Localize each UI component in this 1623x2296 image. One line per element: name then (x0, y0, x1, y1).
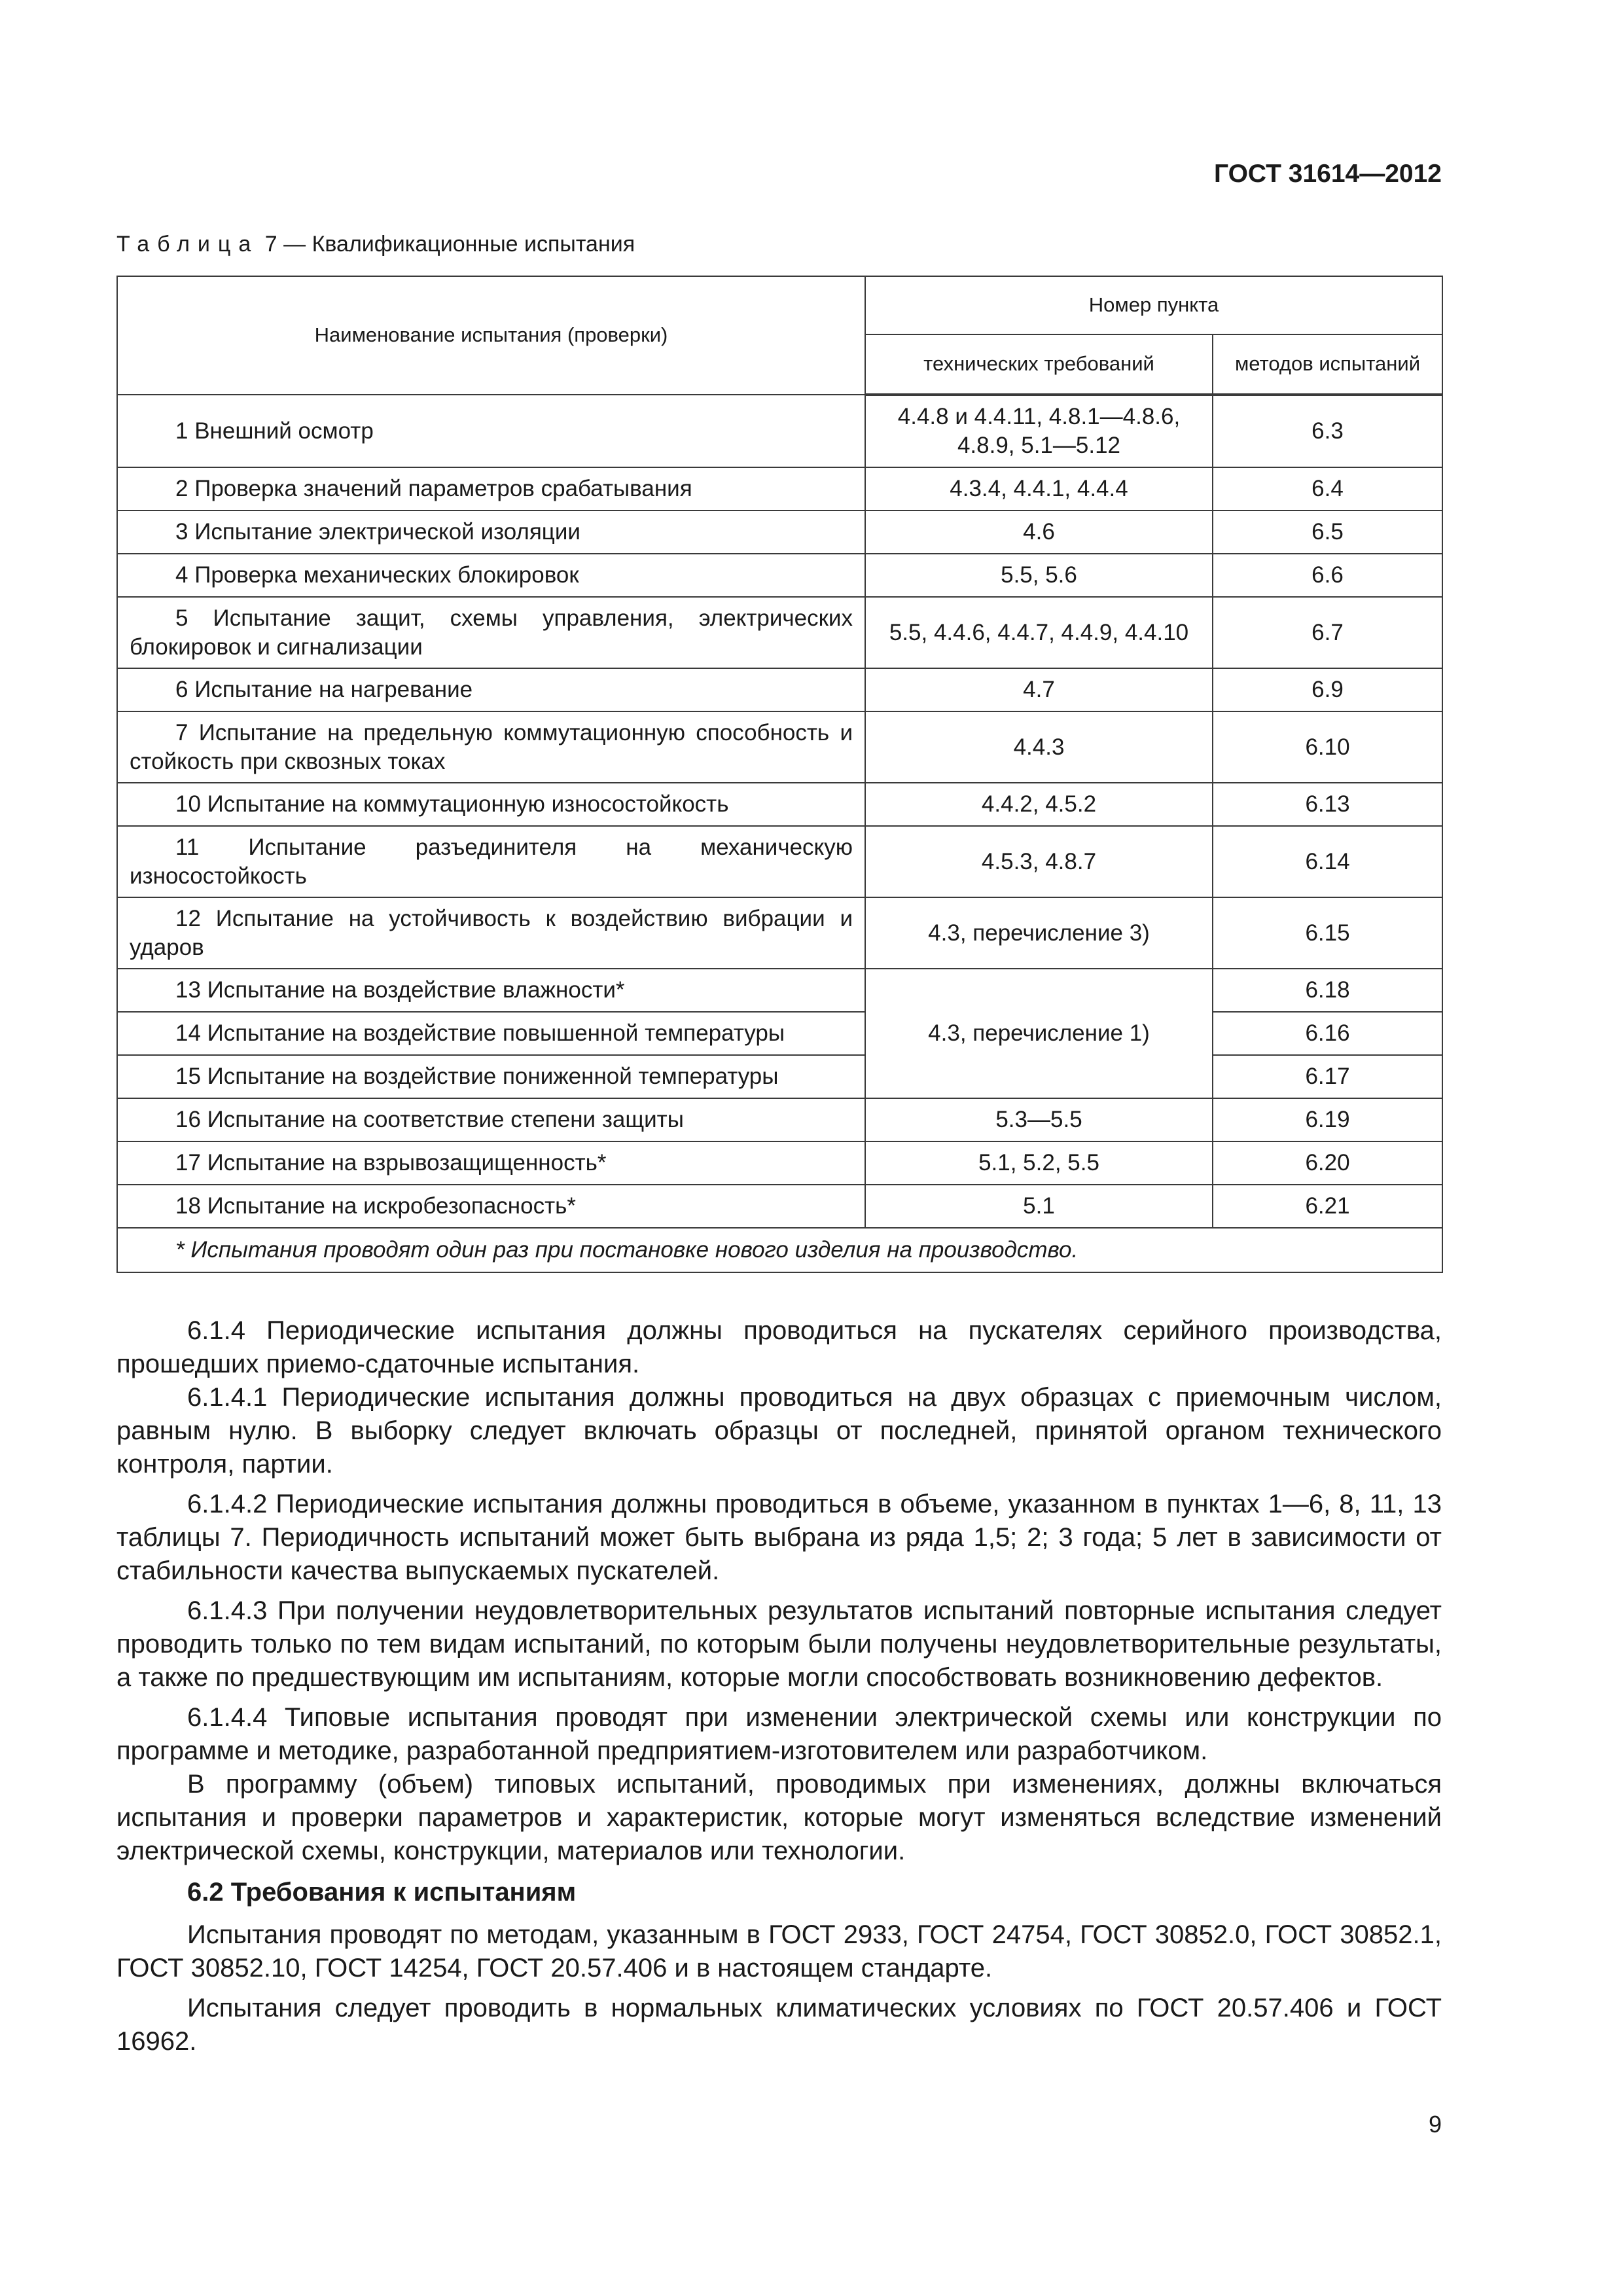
tech-clause: 5.5, 4.4.6, 4.4.7, 4.4.9, 4.4.10 (865, 597, 1213, 668)
header-technical-requirements: технических требований (865, 334, 1213, 395)
table-row (117, 711, 1442, 783)
table-row (117, 554, 1442, 597)
test-name: 11 Испытание разъединителя на механическую износостойкость (117, 826, 865, 897)
table-row (117, 783, 1442, 826)
header-test-name: Наименование испытания (проверки) (117, 276, 865, 395)
tech-clause: 4.3, перечисление 3) (865, 897, 1213, 969)
table-row (117, 897, 1442, 969)
section-heading-6-2: 6.2 Требования к испытаниям (187, 1878, 577, 1907)
test-name: 4 Проверка механических блокировок (175, 562, 579, 588)
tech-clause: 4.4.8 и 4.4.11, 4.8.1—4.8.6, 4.8.9, 5.1—5.12 (865, 395, 1213, 467)
method-clause: 6.18 (1213, 969, 1442, 1012)
method-clause: 6.5 (1213, 511, 1442, 554)
test-name: 7 Испытание на предельную коммутационную способность и стойкость при сквозных токах (117, 711, 865, 783)
test-name: 1 Внешний осмотр (175, 418, 374, 444)
test-name: 3 Испытание электрической изоляции (175, 519, 580, 545)
paragraph-6-1-4-4: 6.1.4.4 Типовые испытания проводят при изменении электрической схемы или конструкции по программе и методике, разработанной предприятием-изготовителем или разработчиком. (116, 1703, 1442, 1765)
table-row (117, 511, 1442, 554)
tech-clause: 5.1 (865, 1185, 1213, 1228)
test-name: 18 Испытание на искробезопасность* (175, 1193, 576, 1219)
tech-clause: 4.7 (865, 668, 1213, 711)
paragraph-type-test-program: В программу (объем) типовых испытаний, проводимых при изменениях, должны включаться испытания и проверки параметров и характеристик, которые могут изменяться вследствие изменений электрической схемы, конструкции, материалов или технологии. (116, 1770, 1442, 1865)
paragraph-6-1-4-3: 6.1.4.3 При получении неудовлетворительных результатов испытаний повторные испытания следует проводить только по тем видам испытаний, по которым были получены неудовлетворительные результаты, а также по предшествующим им испытаниям, которые могли способствовать возникновению дефектов. (116, 1596, 1442, 1692)
test-name: 12 Испытание на устойчивость к воздействию вибрации и ударов (117, 897, 865, 969)
table-footnote-row (117, 1228, 1442, 1272)
tech-clause: 5.3—5.5 (865, 1098, 1213, 1141)
test-name: 2 Проверка значений параметров срабатывания (175, 476, 692, 502)
table-row (117, 1098, 1442, 1141)
table-caption-label: Таблица (116, 232, 259, 257)
table-row (117, 1185, 1442, 1228)
table-caption-title: 7 — Квалификационные испытания (264, 232, 635, 257)
method-clause: 6.7 (1213, 597, 1442, 668)
method-clause: 6.3 (1213, 395, 1442, 467)
header-test-methods: методов испытаний (1213, 334, 1442, 395)
tech-clause: 4.3.4, 4.4.1, 4.4.4 (865, 467, 1213, 511)
test-name: 15 Испытание на воздействие пониженной температуры (175, 1064, 779, 1090)
table-row (117, 1141, 1442, 1185)
table-footnote: * Испытания проводят один раз при постановке нового изделия на производство. (117, 1228, 1442, 1272)
document-number: ГОСТ 31614—2012 (1214, 160, 1442, 188)
method-clause: 6.21 (1213, 1185, 1442, 1228)
tech-clause: 4.4.3 (865, 711, 1213, 783)
tech-clause: 4.5.3, 4.8.7 (865, 826, 1213, 897)
table-row (117, 826, 1442, 897)
table-row (117, 467, 1442, 511)
tech-clause: 4.3, перечисление 1) (865, 969, 1213, 1098)
paragraph-6-1-4-1: 6.1.4.1 Периодические испытания должны проводиться на двух образцах с приемочным числом, равным нулю. В выборку следует включать образцы от последней, принятой органом технического контроля, партии. (116, 1383, 1442, 1479)
table-row (117, 1055, 1442, 1098)
table-caption (116, 232, 635, 257)
test-name: 13 Испытание на воздействие влажности* (175, 977, 625, 1003)
test-name: 17 Испытание на взрывозащищенность* (175, 1150, 607, 1176)
header-clause-number: Номер пункта (865, 276, 1442, 334)
tech-clause: 5.1, 5.2, 5.5 (865, 1141, 1213, 1185)
method-clause: 6.15 (1213, 897, 1442, 969)
tech-clause: 5.5, 5.6 (865, 554, 1213, 597)
method-clause: 6.9 (1213, 668, 1442, 711)
table-row (117, 668, 1442, 711)
table-row (117, 969, 1442, 1012)
method-clause: 6.16 (1213, 1012, 1442, 1055)
page-number: 9 (1428, 2111, 1442, 2138)
body-text (116, 1314, 1442, 2058)
method-clause: 6.19 (1213, 1098, 1442, 1141)
test-name: 6 Испытание на нагревание (175, 677, 473, 703)
method-clause: 6.4 (1213, 467, 1442, 511)
method-clause: 6.6 (1213, 554, 1442, 597)
test-name: 10 Испытание на коммутационную износостойкость (175, 791, 729, 817)
tech-clause: 4.4.2, 4.5.2 (865, 783, 1213, 826)
test-name: 5 Испытание защит, схемы управления, электрических блокировок и сигнализации (117, 597, 865, 668)
paragraph-climate-conditions: Испытания следует проводить в нормальных климатических условиях по ГОСТ 20.57.406 и ГОСТ 16962. (116, 1994, 1442, 2056)
test-name: 14 Испытание на воздействие повышенной температуры (175, 1020, 785, 1047)
method-clause: 6.13 (1213, 783, 1442, 826)
qualification-tests-table (116, 276, 1443, 1273)
method-clause: 6.17 (1213, 1055, 1442, 1098)
paragraph-6-1-4: 6.1.4 Периодические испытания должны проводиться на пускателях серийного производства, прошедших приемо-сдаточные испытания. (116, 1316, 1442, 1378)
method-clause: 6.14 (1213, 826, 1442, 897)
table-row (117, 1012, 1442, 1055)
table-row (117, 395, 1442, 467)
paragraph-test-methods: Испытания проводят по методам, указанным в ГОСТ 2933, ГОСТ 24754, ГОСТ 30852.0, ГОСТ 30852.1, ГОСТ 30852.10, ГОСТ 14254, ГОСТ 20.57.406 и в настоящем стандарте. (116, 1920, 1442, 1982)
test-name: 16 Испытание на соответствие степени защиты (175, 1107, 684, 1133)
method-clause: 6.10 (1213, 711, 1442, 783)
table-row (117, 597, 1442, 668)
paragraph-6-1-4-2: 6.1.4.2 Периодические испытания должны проводиться в объеме, указанном в пунктах 1—6, 8, 11, 13 таблицы 7. Периодичность испытаний может быть выбрана из ряда 1,5; 2; 3 года; 5 лет в зависимости от стабильности качества выпускаемых пускателей. (116, 1490, 1442, 1585)
method-clause: 6.20 (1213, 1141, 1442, 1185)
tech-clause: 4.6 (865, 511, 1213, 554)
